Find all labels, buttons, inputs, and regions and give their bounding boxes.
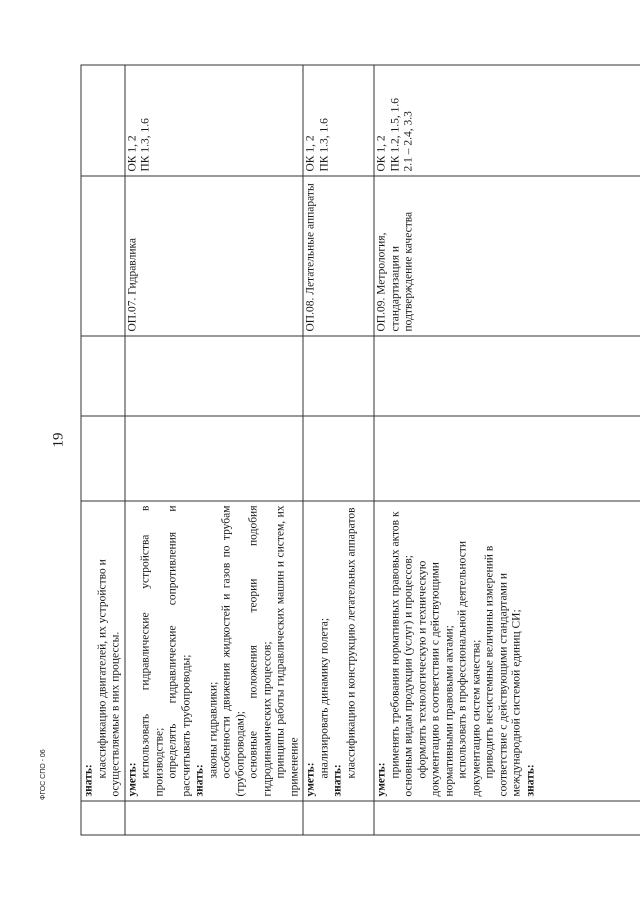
know-label: знать: — [82, 764, 95, 797]
content-cell — [303, 501, 374, 801]
competencies-cell: ОК 1, 2 ПК 1.2, 1.5, 1.6 2.1 – 2.4, 3.3 — [374, 65, 640, 176]
blank-cell — [374, 416, 640, 501]
can-item: использовать гидравлические устройства в производстве; — [139, 505, 165, 797]
blank-cell — [81, 801, 125, 835]
can-label: уметь: — [126, 762, 138, 797]
competencies-cell: ОК 1, 2 ПК 1.3, 1.6 — [303, 65, 374, 176]
discipline-cell — [81, 176, 125, 336]
blank-cell — [81, 416, 125, 501]
table-row — [81, 65, 125, 835]
blank-cell — [303, 336, 374, 416]
blank-cell — [125, 801, 304, 835]
blank-cell — [81, 336, 125, 416]
know-label: знать: — [331, 764, 344, 797]
know-item: особенности движения жидкостей и газов по трубам (трубопроводам); — [220, 505, 246, 797]
footer-code: ФГОС СПО - 06 — [40, 749, 47, 800]
content-cell — [374, 501, 640, 801]
table-row — [125, 65, 304, 835]
can-label: уметь: — [375, 762, 388, 797]
know-label: знать: — [524, 764, 536, 797]
discipline-cell: ОП.09. Метрология, стандартизация и подтверждение качества — [374, 176, 640, 336]
blank-cell — [374, 336, 640, 416]
blank-cell — [374, 801, 640, 835]
table-row — [303, 65, 374, 835]
can-item: применять требования нормативных правовых актов к основным видам продукции (услуг) и процессов; — [389, 511, 415, 797]
page-number: 19 — [50, 432, 67, 448]
know-item: законы гидравлики; — [207, 681, 219, 779]
can-item: оформлять технологическую и техническую документацию в соответствии с действующими нормативными правовыми актами; — [416, 560, 455, 797]
content-cell — [81, 501, 125, 801]
know-item: классификацию и конструкцию летательных аппаратов — [345, 507, 357, 779]
rotated-page — [50, 66, 556, 836]
can-item: приводить несистемные величины измерений в соответствие с действующими стандартами и международной системой единиц СИ; — [483, 545, 523, 797]
know-item: принципы работы гидравлических машин и систем, их применение — [274, 505, 300, 797]
can-item: использовать в профессиональной деятельности документацию систем качества; — [456, 541, 482, 797]
can-item: определять гидравлические сопротивления и рассчитывать трубопроводы; — [166, 505, 192, 797]
table-row — [374, 65, 640, 835]
can-item: анализировать динамику полета; — [318, 617, 330, 779]
blank-cell — [303, 801, 374, 835]
discipline-cell: ОП.08. Летательные аппараты — [303, 176, 374, 336]
blank-cell — [125, 336, 304, 416]
competencies-cell: ОК 1, 2 ПК 1.3, 1.6 — [125, 65, 304, 176]
know-item: основные положения теории подобия гидродинамических процессов; — [247, 505, 273, 797]
discipline-cell: ОП.07. Гидравлика — [125, 176, 304, 336]
competencies-cell — [81, 65, 125, 176]
know-label: знать: — [193, 764, 206, 797]
content-cell — [125, 501, 304, 801]
disciplines-table — [81, 65, 640, 836]
can-label: уметь: — [304, 762, 317, 797]
blank-cell — [303, 416, 374, 501]
blank-cell — [125, 416, 304, 501]
know-item: классификацию двигателей, их устройство и осуществляемые в них процессы. — [96, 559, 122, 797]
